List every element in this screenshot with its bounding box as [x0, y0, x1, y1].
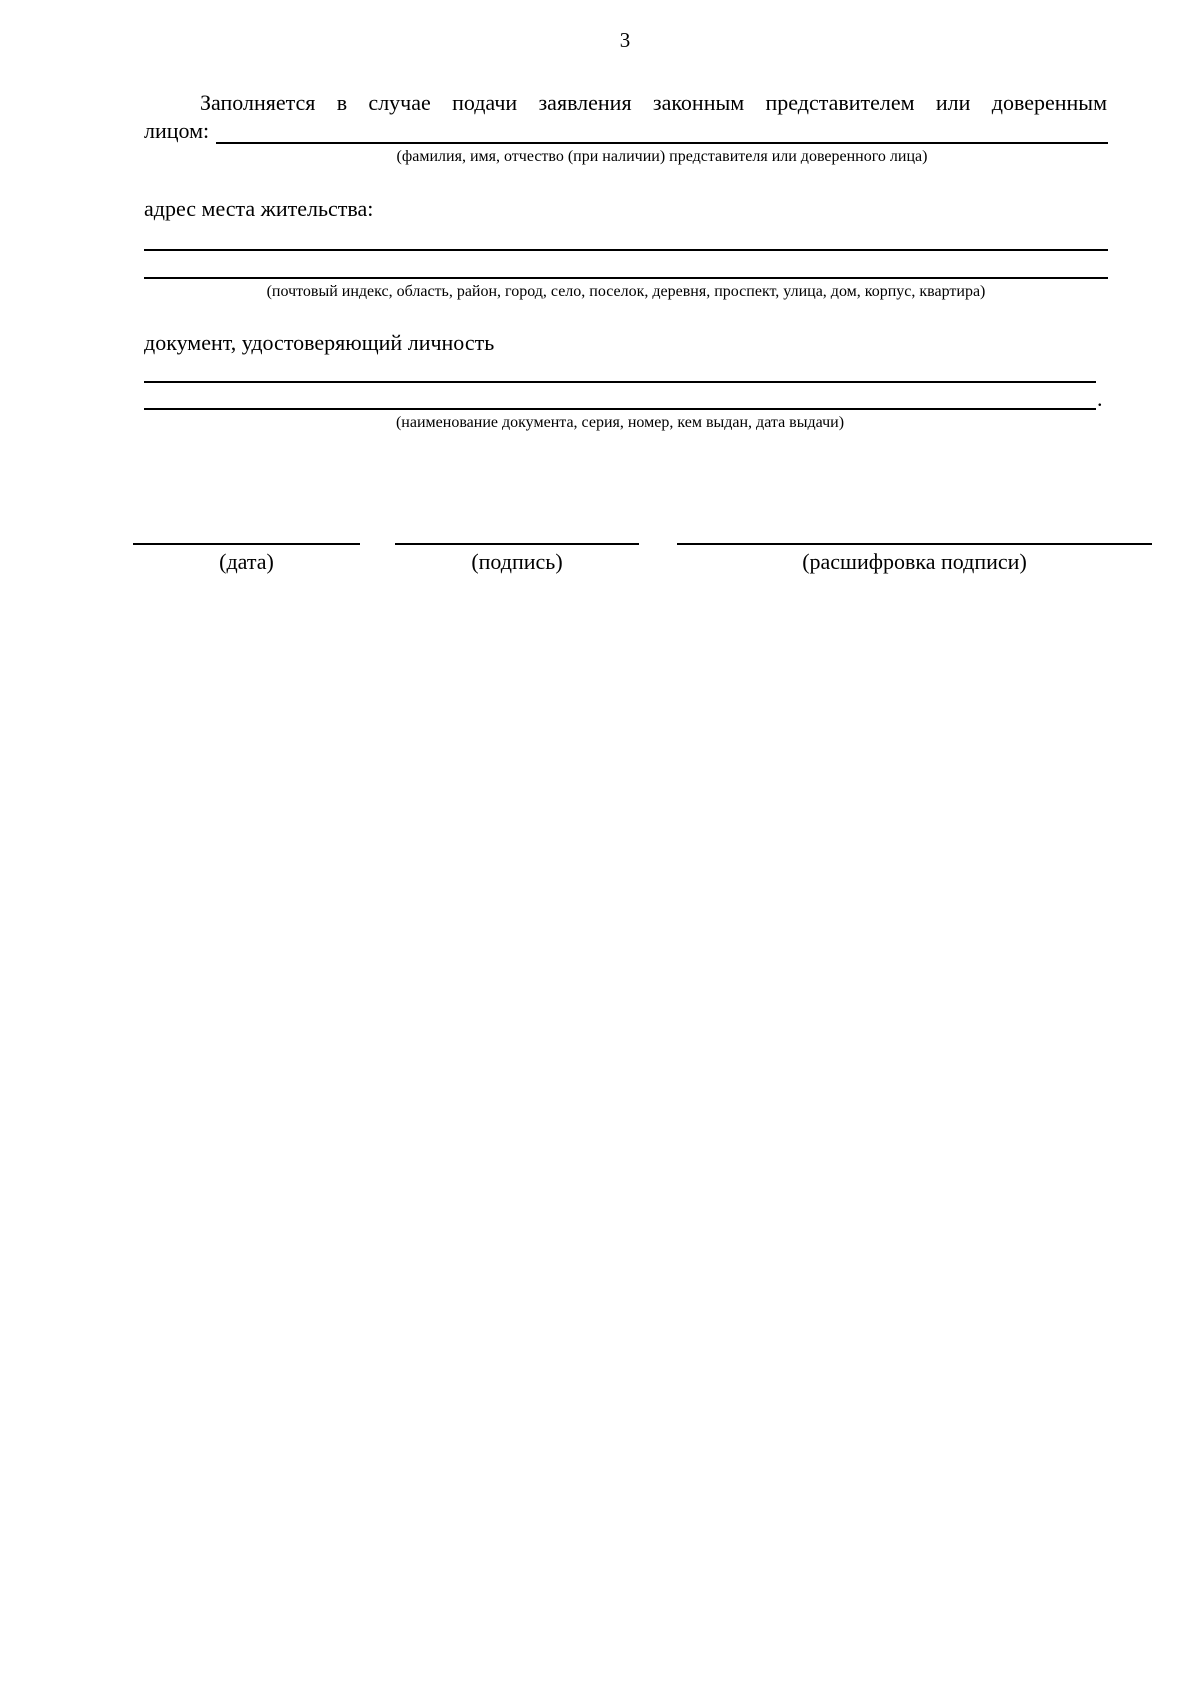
end-period: . [1097, 386, 1103, 411]
signature-caption: (подпись) [471, 549, 563, 574]
signature-field[interactable] [395, 543, 639, 545]
intro-text-continuation: лицом: [144, 118, 210, 143]
representative-name-caption: (фамилия, имя, отчество (при наличии) представителя или доверенного лица) [396, 148, 928, 165]
date-caption: (дата) [219, 549, 274, 574]
date-field[interactable] [133, 543, 360, 545]
identity-document-field-line-2[interactable] [144, 408, 1096, 410]
identity-document-field-line-1[interactable] [144, 381, 1096, 383]
intro-text: Заполняется в случае подачи заявления законным представителем или доверенным [200, 90, 1107, 115]
representative-name-field[interactable] [216, 142, 1108, 144]
signature-decode-field[interactable] [677, 543, 1152, 545]
identity-document-label: документ, удостоверяющий личность [144, 330, 495, 355]
identity-document-caption: (наименование документа, серия, номер, кем выдан, дата выдачи) [395, 414, 845, 431]
address-label: адрес места жительства: [144, 196, 374, 221]
address-caption: (почтовый индекс, область, район, город, село, поселок, деревня, проспект, улица, дом, корпус, квартира) [266, 283, 986, 300]
page-number: 3 [619, 28, 631, 52]
address-field-line-1[interactable] [144, 249, 1108, 251]
address-field-line-2[interactable] [144, 277, 1108, 279]
signature-decode-caption: (расшифровка подписи) [802, 549, 1027, 574]
